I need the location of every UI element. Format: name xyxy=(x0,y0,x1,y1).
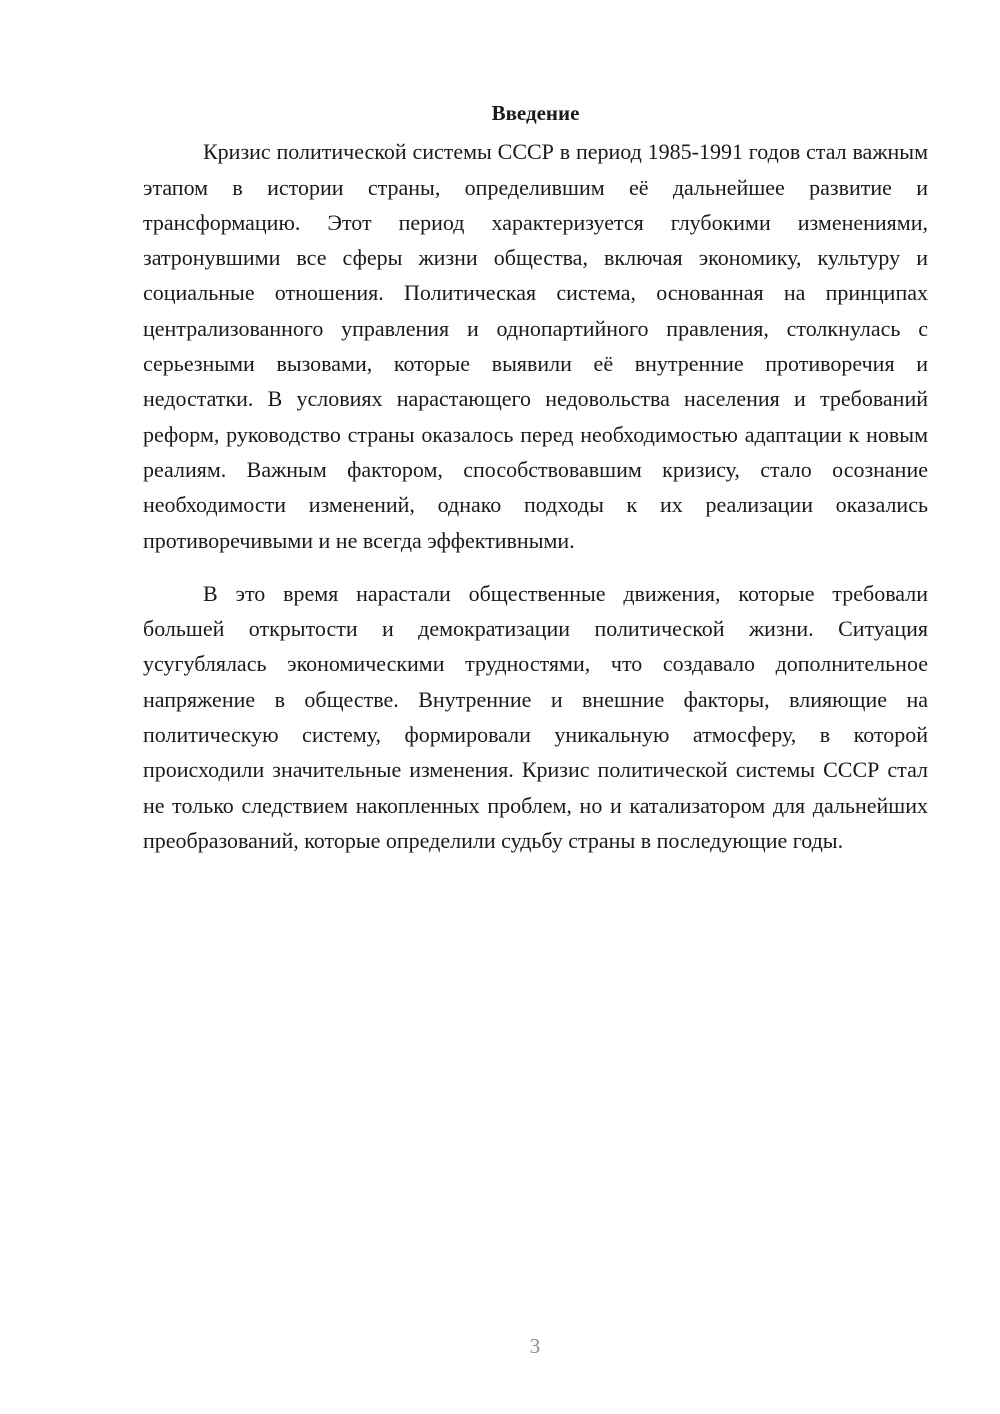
page-number: 3 xyxy=(529,1334,541,1358)
paragraph-2: В это время нарастали общественные движения, которые требовали большей открытости и демократизации политической жизни. Ситуация усугублялась экономическими трудностями, что создавало дополнительное напряжение в обществе. Внутренние и внешние факторы, влияющие на политическую систему, формировали уникальную атмосферу, в которой происходили значительные изменения. Кризис политической системы СССР стал не только следствием накопленных проблем, но и катализатором для дальнейших преобразований, которые определили судьбу страны в последующие годы. xyxy=(143,580,928,853)
paragraph-1: Кризис политической системы СССР в период 1985-1991 годов стал важным этапом в истории страны, определившим её дальнейшее развитие и трансформацию. Этот период характеризуется глубокими изменениями, затронувшими все сферы жизни общества, включая экономику, культуру и социальные отношения. Политическая система, основанная на принципах централизованного управления и однопартийного правления, столкнулась с серьезными вызовами, которые выявили её внутренние противоречия и недостатки. В условиях нарастающего недовольства населения и требований реформ, руководство страны оказалось перед необходимостью адаптации к новым реалиям. Важным фактором, способствовавшим кризису, стало осознание необходимости изменений, однако подходы к их реализации оказались противоречивыми и не всегда эффективными. xyxy=(143,139,928,553)
section-heading: Введение xyxy=(491,101,580,125)
page-body xyxy=(143,96,928,858)
